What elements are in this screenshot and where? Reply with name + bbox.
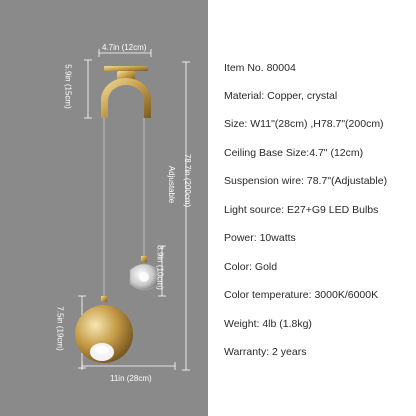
adjustable-label: Adjustable (167, 165, 177, 204)
spec-light-source: Light source: E27+G9 LED Bulbs (224, 204, 379, 216)
spec-size: Size: W11"(28cm) ,H78.7"(200cm) (224, 118, 384, 130)
ceiling-width-label: 4.7in (12cm) (102, 43, 147, 52)
total-height-label: 78.7in (200cm) (183, 153, 193, 208)
ceiling-height-label: 5.9in (15cm) (63, 64, 73, 109)
specifications-panel (208, 0, 416, 416)
spec-ceiling-base: Ceiling Base Size:4.7" (12cm) (224, 147, 364, 159)
crystal-height-label: 3.9in (10cm) (155, 245, 165, 290)
crystal-pendant (130, 256, 158, 290)
spec-suspension-wire: Suspension wire: 78.7"(Adjustable) (224, 175, 388, 187)
spec-power: Power: 10watts (224, 232, 296, 244)
spec-weight: Weight: 4lb (1.8kg) (224, 318, 312, 330)
spec-material: Material: Copper, crystal (224, 90, 338, 102)
spec-warranty: Warranty: 2 years (224, 346, 307, 358)
spec-item-number: Item No. 80004 (224, 62, 296, 74)
globe-height-label: 7.5in (19cm) (55, 306, 65, 351)
spec-color: Color: Gold (224, 261, 278, 273)
total-width-label: 11in (28cm) (110, 374, 152, 383)
gold-globe-pendant (75, 296, 133, 363)
ceiling-canopy (101, 66, 151, 118)
spec-color-temperature: Color temperature: 3000K/6000K (224, 289, 379, 301)
